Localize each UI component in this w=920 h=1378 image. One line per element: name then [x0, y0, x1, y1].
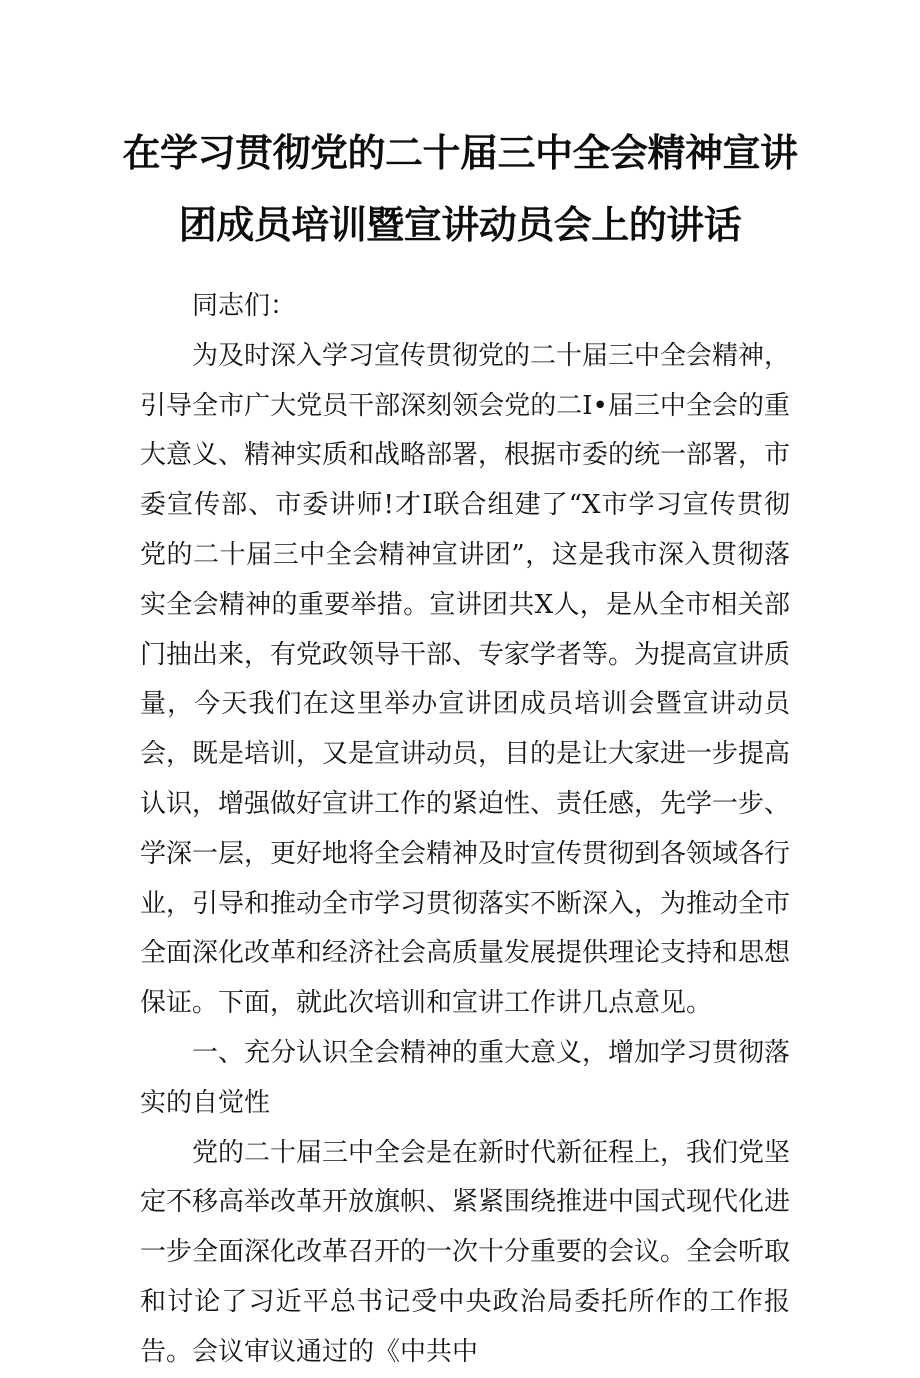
- document-title-line-2: 团成员培训暨宣讲动员会上的讲话: [178, 203, 742, 247]
- salutation: 同志们：: [192, 291, 297, 321]
- section-heading-1: 一、充分认识全会精神的重大意义，增加学习贯彻落实的自觉性: [140, 1037, 791, 1118]
- document-title-line-1: 在学习贯彻党的二十届三中全会精神宣讲: [122, 131, 798, 175]
- document-body: [140, 282, 790, 1378]
- paragraph-intro: 为及时深入学习宣传贯彻党的二十届三中全会精神，引导全市广大党员干部深刻领会党的二I•届三中全会的重大意义、精神实质和战略部署，根据市委的统一部署，市委宣传部、市委讲师!才I联合组建了“X市学习宣传贯彻党的二十届三中全会精神宣讲团”，这是我市深入贯彻落实全会精神的重要举措。宣讲团共X人，是从全市相关部门抽出来，有党政领导干部、专家学者等。为提高宣讲质量，今天我们在这里举办宣讲团成员培训会暨宣讲动员会，既是培训，又是宣讲动员，目的是让大家进一步提高认识，增强做好宣讲工作的紧迫性、责任感，先学一步、学深一层，更好地将全会精神及时宣传贯彻到各领域各行业，引导和推动全市学习贯彻落实不断深入，为推动全市全面深化改革和经济社会高质量发展提供理论支持和思想保证。下面，就此次培训和宣讲工作讲几点意见。: [140, 340, 791, 1019]
- paragraph-section-1: 党的二十届三中全会是在新时代新征程上，我们党坚定不移高举改革开放旗帜、紧紧围绕推进中国式现代化进一步全面深化改革召开的一次十分重要的会议。全会听取和讨论了习近平总书记受中央政治局委托所作的工作报告。会议审议通过的《中共中: [140, 1137, 791, 1367]
